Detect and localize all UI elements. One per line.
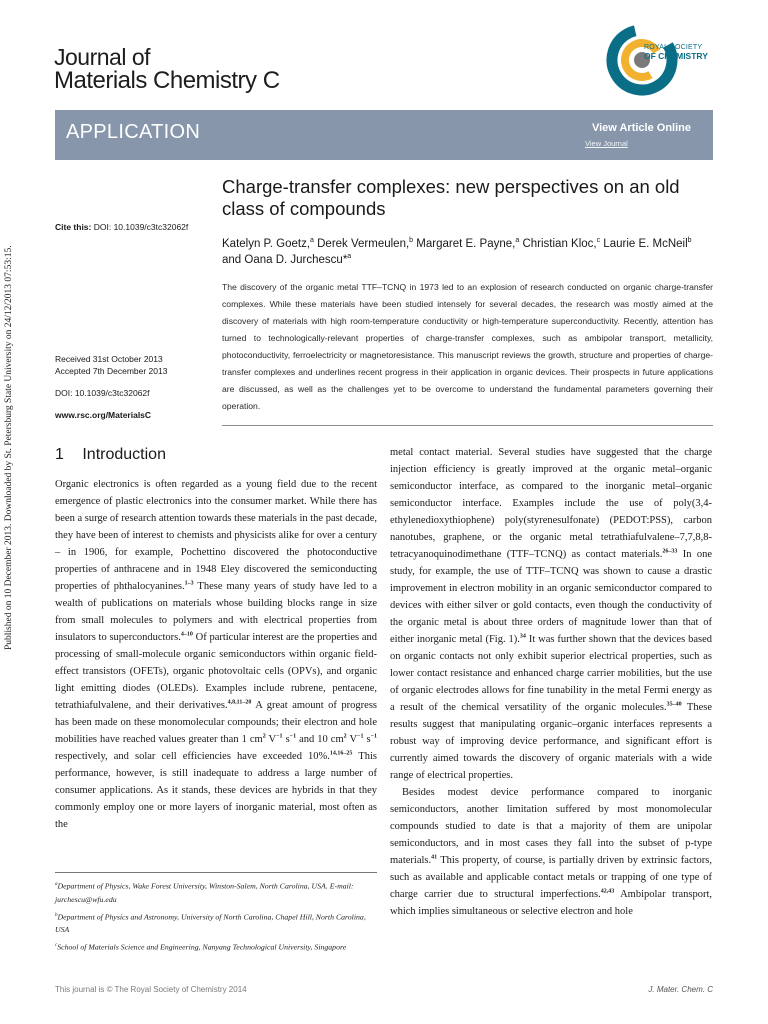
citation-reference[interactable]: 35–40 — [666, 701, 682, 708]
author-affiliation-mark: a — [515, 237, 520, 245]
author-affiliation-mark: c — [596, 237, 601, 245]
body-paragraph — [390, 784, 712, 920]
author-affiliation-mark: a — [310, 237, 314, 245]
author-name: Laurie E. McNeil — [600, 238, 688, 250]
accepted-date: Accepted 7th December 2013 — [55, 366, 168, 377]
body-text: It was further shown that the devices based on organic contacts not only exhibit superior electrical properties, such as lower contact resistance and enhanced charge carrier mobilities, but the use of organic electrodes allows for fine tunability in the metal Fermi energy as a result of the chemical versatility of the organic molecules. — [390, 634, 712, 713]
body-text: These results suggest that manipulating organic–organic interfaces represents a robust way of improving device performance, and significant effort is currently aimed towards the discovery of organic materials with a wide range of electrical properties. — [390, 702, 712, 781]
body-text: and 10 cm — [296, 734, 344, 745]
publisher-line2: OF CHEMISTRY — [644, 50, 708, 61]
author-name: Christian Kloc, — [519, 238, 597, 250]
body-text: Ambipolar transport, which implies simultaneous or selective electron and hole — [390, 889, 712, 917]
author-name: and Oana D. Jurchescu* — [222, 254, 348, 267]
author-affiliation-mark: b — [687, 237, 692, 245]
citation-reference[interactable]: 4,8,11–20 — [227, 699, 252, 706]
body-text: This performance, however, is still inadequate to address a large number of consumer applications. As it stands, these devices are hybrids in that they commonly employ one or more layers of inorganic material, most often as the — [55, 751, 377, 830]
cite-label: Cite this: — [55, 222, 92, 232]
publisher-line1: ROYAL SOCIETY — [644, 44, 703, 51]
section-title: Introduction — [82, 446, 166, 463]
publisher-name — [644, 44, 708, 61]
body-text: In one study, for example, the use of TTF–TCNQ was shown to cause a drastic improvement in electron mobility in an organic semiconductor compared to devices with either silver or gold contacts, even though the conductivity of the organic metal is about three orders of magnitude lower than that of either inorganic metal (Fig. 1). — [390, 549, 712, 645]
journal-abbreviation-footer: J. Mater. Chem. C — [648, 985, 713, 994]
author-affiliation-mark: a — [347, 253, 352, 261]
metadata-doi: DOI: 10.1039/c3tc32062f — [55, 388, 150, 399]
citation-reference[interactable]: 2 — [262, 733, 266, 740]
journal-title — [54, 46, 280, 94]
article-type-label: APPLICATION — [66, 121, 201, 143]
author-name: Derek Vermeulen, — [313, 238, 410, 250]
journal-title-line1: Journal of — [54, 44, 151, 70]
journal-title-line2: Materials Chemistry C — [54, 67, 280, 95]
body-text: respectively, and solar cell efficiencies have exceeded 10%. — [55, 751, 330, 762]
footnote-mark: a — [55, 882, 58, 887]
affiliation-footnotes — [55, 878, 377, 957]
citation-reference[interactable]: 34 — [519, 633, 526, 640]
body-text: This property, of course, is partially driven by extrinsic factors, such as available and applicable contact metals or trapping of one type of charge carrier due to structural imperfections. — [390, 855, 712, 900]
abstract: The discovery of the organic metal TTF–TCNQ in 1973 led to an explosion of research conducted on organic charge-transfer complexes. While these materials have been studied intensely for several decades, the research was mostly aimed at the discovery of materials with high room-temperature conductivity or high-temperature superconductivity. Recently, attention has turned to technologically-relevant properties of charge-transfer complexes, such as ambipolar transport, metallicity, photoconductivity, ferroelectricity or magnetoresistance. This manuscript reviews the growth, structure and properties of charge-transfer complexes and underlines recent progress in their application in organic devices. Their prospects in future applications are discussed, as well as the challenges yet to be overcome to understand the fundamental parameters governing their operation. — [222, 282, 713, 411]
citation-reference[interactable]: 41 — [431, 854, 438, 861]
cite-this — [55, 222, 188, 232]
footnote-mark: c — [55, 943, 58, 949]
citation-reference[interactable]: −1 — [357, 733, 364, 740]
body-text: Organic electronics is often regarded as a young field due to the recent emergence of plastic electronics into the consumer market. While there has been a surge of research attention towards these materials in the past decade, they have been of interest to chemists and physicists alike for over a century – in 1906, for example, Pochettino discovered the photoconductive properties of anthracene and in 1948 Eley discovered the semiconducting properties of phthalocyanines. — [55, 479, 377, 592]
footnote-rule — [55, 872, 377, 873]
article-title: Charge-transfer complexes: new perspectives on an old class of compounds — [222, 176, 680, 220]
article-type-banner — [55, 110, 713, 160]
footnote-text: Department of Physics, Wake Forest University, Winston-Salem, North Carolina, USA. E-mail: jurchescu@wfu.edu — [55, 881, 354, 904]
copyright-footer: This journal is © The Royal Society of Chemistry 2014 — [55, 985, 247, 994]
footnote-item — [55, 909, 377, 937]
citation-reference[interactable]: −1 — [370, 733, 377, 740]
view-journal-link[interactable]: View Journal — [585, 139, 628, 148]
author-name: Margaret E. Payne, — [413, 238, 516, 250]
footnote-text: Department of Physics and Astronomy, University of North Carolina, Chapel Hill, North Carolina, USA — [55, 912, 366, 935]
footnote-mark: b — [55, 912, 58, 918]
body-text: s — [363, 734, 371, 745]
footnote-item — [55, 878, 377, 906]
body-text: Of particular interest are the properties and processing of small-molecule organic semiconductors within organic field-effect transistors (OFETs), organic photovoltaic cells (OPVs), and organic light emitting diodes (OLEDs). Examples include rubrene, pentacene, tetrathiafulvalene, and their derivatives. — [55, 632, 377, 711]
footnote-text: School of Materials Science and Engineering, Nanyang Technological University, Singapore — [57, 942, 347, 952]
publication-note-text: Published on 10 December 2013. Downloaded by St. Petersburg State University on 24/12/2013 07:53:15. — [4, 245, 14, 650]
body-column-right — [390, 444, 712, 920]
body-text: These many years of study have led to a wealth of publications on materials whose building blocks range in size from small molecules to polymers and with electrical properties from insulators to superconductors. — [55, 581, 377, 643]
abstract-divider — [222, 425, 713, 426]
article-metadata — [55, 353, 167, 421]
author-name: Katelyn P. Goetz, — [222, 238, 311, 250]
citation-reference[interactable]: 14,16–25 — [329, 750, 353, 757]
citation-reference[interactable]: 26–33 — [662, 548, 678, 555]
section-number: 1 — [55, 446, 64, 463]
body-column-left — [55, 476, 377, 833]
body-text: Besides modest device performance compared to inorganic semiconductors, another limitation suffered by most monomolecular compounds studied to date is that a majority of them are unipolar semiconductors, and in most cases they fall into the subset of p-type materials. — [390, 787, 712, 866]
received-date: Received 31st October 2013 — [55, 354, 163, 364]
body-paragraph — [390, 444, 712, 784]
view-article-online-link[interactable]: View Article Online — [591, 122, 691, 134]
citation-reference[interactable]: 2 — [343, 733, 347, 740]
citation-reference[interactable]: 4–10 — [180, 631, 193, 638]
body-text: V — [346, 734, 358, 745]
author-affiliation-mark: b — [409, 237, 414, 245]
body-text: A great amount of progress has been made on these monomolecular compounds; their electron and hole mobilities have reached values greater than 1 cm — [55, 700, 377, 745]
body-paragraph — [55, 476, 377, 833]
author-list — [222, 236, 712, 269]
citation-reference[interactable]: 42,43 — [600, 888, 615, 895]
body-text: V — [265, 734, 277, 745]
journal-url-link[interactable]: www.rsc.org/MaterialsC — [55, 410, 152, 421]
publication-note — [2, 130, 16, 650]
body-text: metal contact material. Several studies have suggested that the charge injection efficiency is greatly improved at the organic metal–organic semiconductor interface, as compared to the inorganic metal–organic semiconductor interface. Examples include the use of poly(3,4-ethylenedioxythiophene) poly(styrenesulfonate) (PEDOT:PSS), carbon nanotubes, graphene, or the organic metal tetrathiafulvalene–7,7,8,8-tetracyanoquinodimethane (TTF–TCNQ) as contact materials. — [390, 447, 712, 560]
body-text: s — [282, 734, 290, 745]
citation-reference[interactable]: −1 — [289, 733, 297, 740]
section-heading — [55, 446, 166, 464]
citation-reference[interactable]: −1 — [276, 733, 283, 740]
citation-reference[interactable]: 1–3 — [184, 580, 194, 587]
cite-doi: DOI: 10.1039/c3tc32062f — [93, 222, 189, 232]
footnote-item — [55, 939, 377, 954]
